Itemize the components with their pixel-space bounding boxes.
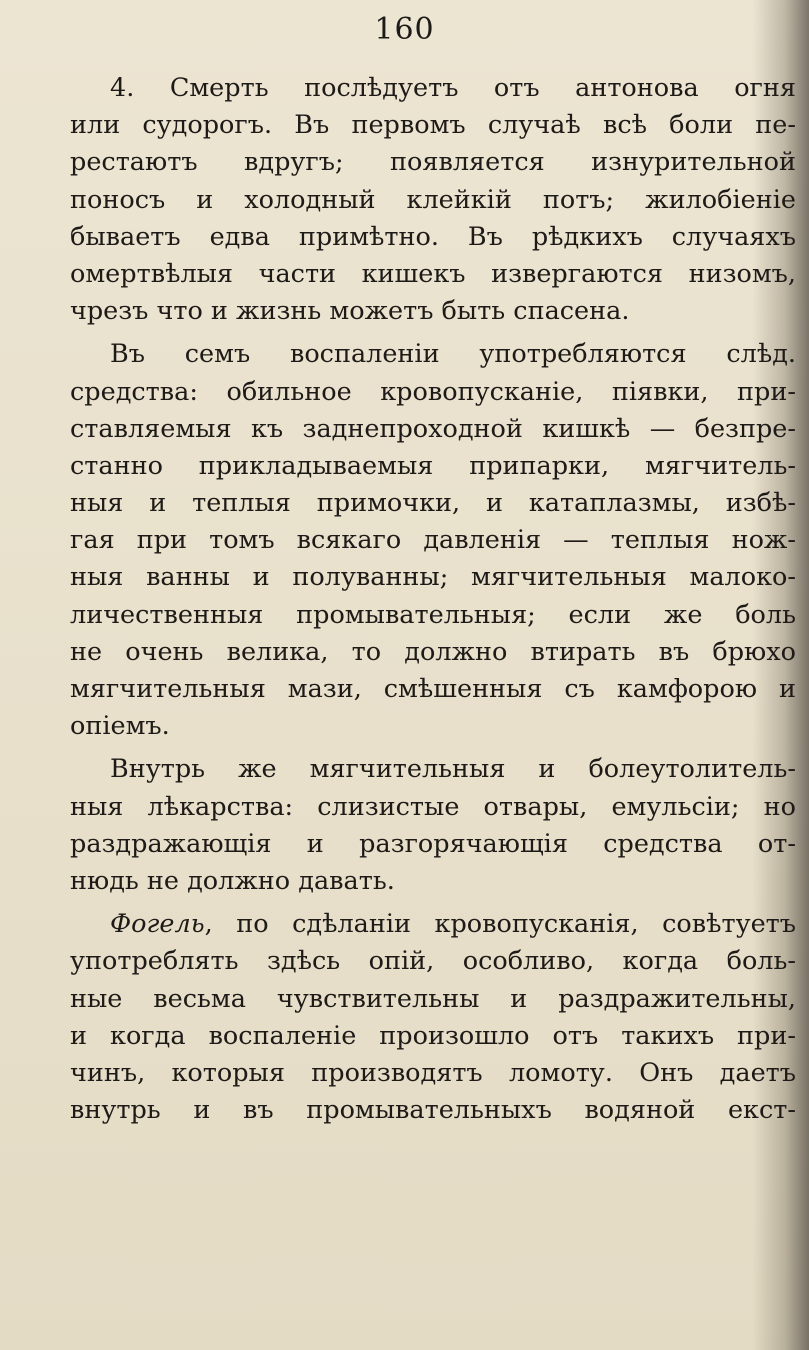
text-line: Въ семъ воспаленіи употребляются слѣд. — [110, 339, 796, 370]
text-line: опіемъ. — [70, 711, 170, 742]
text-fragment: , по сдѣланіи кровопусканія, совѣтуетъ — [204, 909, 796, 940]
text-line: омертвѣлыя части кишекъ извергаются низомъ, — [70, 258, 796, 289]
text-line: гая при томъ всякаго давленія — теплыя нож- — [70, 525, 796, 556]
text-line: или судорогъ. Въ первомъ случаѣ всѣ боли пе- — [70, 110, 796, 141]
text-line: бываетъ едва примѣтно. Въ рѣдкихъ случаяхъ — [70, 221, 796, 252]
text-line: раздражающія и разгорячающія средства от- — [70, 828, 796, 859]
text-line: нюдь не должно давать. — [70, 865, 395, 896]
text-line: чрезъ что и жизнь можетъ быть спасена. — [70, 296, 630, 327]
text-line: ныя и теплыя примочки, и катаплазмы, избѣ- — [70, 488, 796, 519]
text-line — [70, 906, 796, 943]
paragraph-2 — [70, 336, 796, 745]
text-line: употреблять здѣсь опій, особливо, когда боль- — [70, 946, 796, 977]
body-text — [70, 70, 796, 1135]
text-line: и когда воспаленіе произошло отъ такихъ при- — [70, 1020, 796, 1051]
text-line: ные весьма чувствительны и раздражительны, — [70, 983, 796, 1014]
text-line: личественныя промывательныя; если же боль — [70, 599, 796, 630]
text-line: внутрь и въ промывательныхъ водяной екст- — [70, 1095, 796, 1126]
author-name: Фогель — [110, 909, 205, 940]
page-number: 160 — [374, 12, 435, 47]
paragraph-4 — [70, 906, 796, 1129]
text-line: ставляемыя къ заднепроходной кишкѣ — безпре- — [70, 413, 796, 444]
text-line: поносъ и холодный клейкій потъ; жилобіеніе — [70, 184, 796, 215]
text-line: мягчительныя мази, смѣшенныя съ камфорою и — [70, 674, 796, 704]
text-line: 4. Смерть послѣдуетъ отъ антонова огня — [110, 73, 796, 103]
text-line: средства: обильное кровопусканіе, піявки, при- — [70, 376, 796, 407]
text-line: ныя ванны и полуванны; мягчительныя малоко- — [70, 562, 796, 593]
text-line: Внутрь же мягчительныя и болеутолитель- — [110, 754, 796, 785]
text-line: ныя лѣкарства: слизистые отвары, емульсіи; но — [70, 791, 796, 822]
paragraph-1 — [70, 70, 796, 330]
text-line: рестаютъ вдругъ; появляется изнурительной — [70, 147, 796, 178]
paragraph-3 — [70, 751, 796, 900]
text-line: чинъ, которыя производятъ ломоту. Онъ даетъ — [70, 1057, 796, 1088]
text-line: станно прикладываемыя припарки, мягчитель- — [70, 450, 796, 481]
text-line: не очень велика, то должно втирать въ брюхо — [70, 636, 796, 667]
